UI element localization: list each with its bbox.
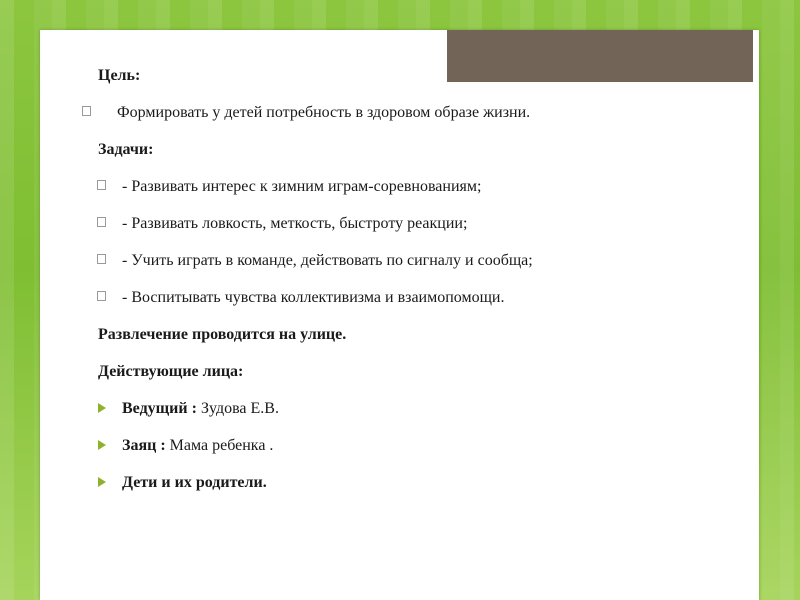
box-bullet-icon [82,106,91,116]
task-item-text: - Учить играть в команде, действовать по сигналу и сообща; [122,252,533,269]
task-item [98,177,738,214]
task-item [98,251,738,288]
character-role: Ведущий : [122,400,201,417]
character-role: Заяц : [122,437,170,454]
arrow-bullet-icon [98,403,106,413]
arrow-bullet-icon [98,477,106,487]
character-item-text [122,399,279,419]
task-item [98,214,738,251]
task-item-text: - Развивать ловкость, меткость, быстроту реакции; [122,215,468,232]
arrow-bullet-icon [98,440,106,450]
location-heading-text: Развлечение проводится на улице. [98,326,347,343]
character-item [98,473,738,510]
character-item [98,436,738,473]
tasks-heading [98,140,738,177]
goal-item-text: Формировать у детей потребность в здоровом образе жизни. [117,104,531,121]
slide-content [98,66,738,510]
character-role: Дети и их родители. [122,474,267,491]
characters-heading [98,362,738,399]
task-item-text: - Воспитывать чувства коллективизма и взаимопомощи. [122,289,505,306]
goal-heading-text: Цель: [98,67,141,84]
characters-heading-text: Действующие лица: [98,363,244,380]
goal-heading [98,66,738,103]
character-item [98,399,738,436]
box-bullet-icon [97,291,106,301]
character-item-text [122,436,273,456]
tasks-heading-text: Задачи: [98,141,154,158]
box-bullet-icon [97,180,106,190]
box-bullet-icon [97,217,106,227]
task-item-text: - Развивать интерес к зимним играм-соревнованиям; [122,178,482,195]
character-name: Зудова Е.В. [200,400,279,417]
goal-item [98,103,738,140]
box-bullet-icon [97,254,106,264]
character-name: Мама ребенка . [169,437,274,454]
task-item [98,288,738,325]
character-item-text [122,473,267,493]
location-heading [98,325,738,362]
